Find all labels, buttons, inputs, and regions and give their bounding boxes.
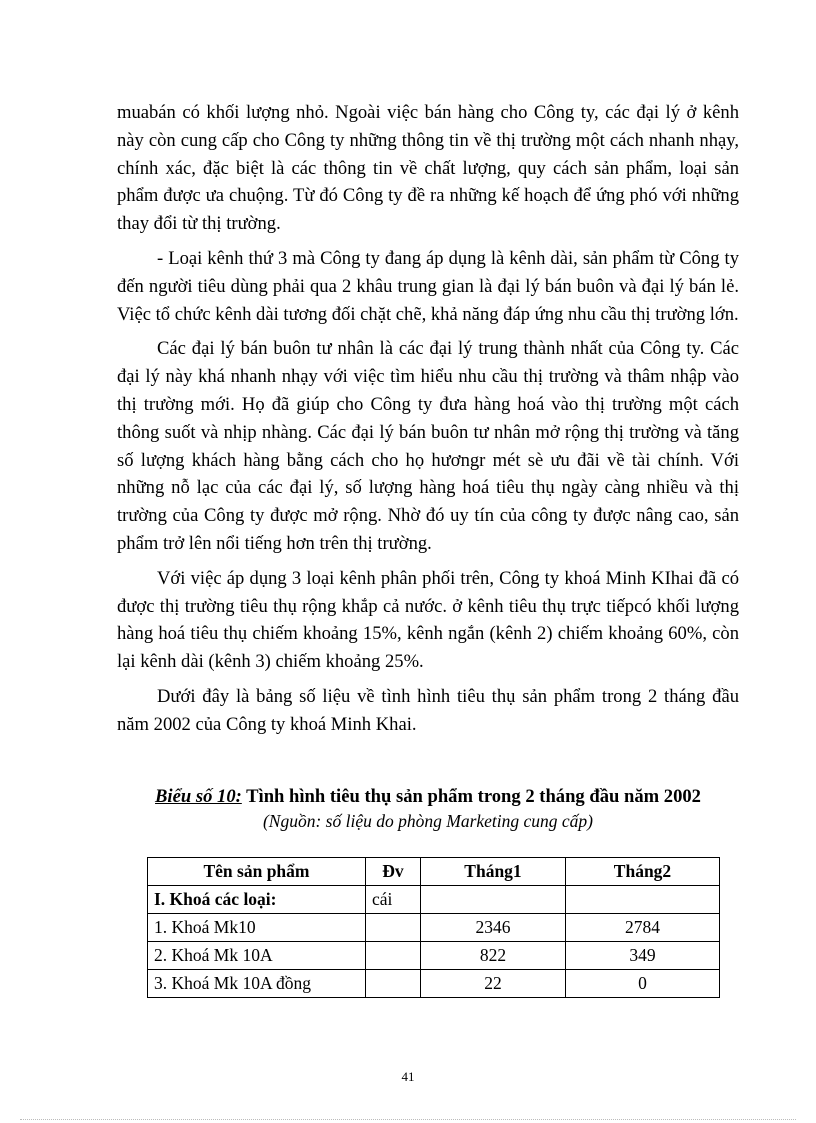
header-unit: Đv	[366, 858, 421, 886]
month1-cell	[421, 886, 566, 914]
header-product-name: Tên sản phẩm	[148, 858, 366, 886]
body-text	[117, 99, 739, 746]
unit-cell	[366, 970, 421, 998]
page-bottom-divider	[20, 1119, 796, 1120]
caption-label: Biểu số 10:	[155, 786, 242, 807]
paragraph: Với việc áp dụng 3 loại kênh phân phối trên, Công ty khoá Minh KIhai đã có được thị trường tiêu thụ rộng khắp cả nước. ở kênh tiêu thụ trực tiếpcó khối lượng hàng hoá tiêu thụ chiếm khoảng 15%, kênh ngắn (kênh 2) chiếm khoảng 60%, còn lại kênh dài (kênh 3) chiếm khoảng 25%.	[117, 567, 739, 673]
table-row	[148, 942, 720, 970]
month2-cell: 2784	[566, 914, 720, 942]
unit-cell: cái	[366, 886, 421, 914]
table-row	[148, 914, 720, 942]
unit-cell	[366, 914, 421, 942]
table-header-row	[148, 858, 720, 886]
month1-cell: 822	[421, 942, 566, 970]
month2-cell	[566, 886, 720, 914]
paragraph: Dưới đây là bảng số liệu về tình hình tiêu thụ sản phẩm trong 2 tháng đầu năm 2002 của Công ty khoá Minh Khai.	[117, 685, 739, 735]
page-number: 41	[401, 1069, 415, 1084]
table-row	[148, 970, 720, 998]
product-cell: 1. Khoá Mk10	[148, 914, 366, 942]
header-month-2: Tháng2	[566, 858, 720, 886]
sales-table	[147, 857, 720, 998]
table-caption	[117, 785, 739, 833]
paragraph: Các đại lý bán buôn tư nhân là các đại lý trung thành nhất của Công ty. Các đại lý này khá nhanh nhạy với việc tìm hiểu nhu cầu thị trường và thâm nhập vào thị trường mới. Họ đã giúp cho Công ty đưa hàng hoá vào thị trường một cách thông suốt và nhịp nhàng. Các đại lý bán buôn tư nhân mở rộng thị trường và tăng số lượng khách hàng bằng cách cho họ hươngr mét sè ưu đãi về tài chính. Với những nỗ lạc của các đại lý, số lượng hàng hoá tiêu thụ ngày càng nhiều và thị trường của Công ty được mở rộng. Nhờ đó uy tín của công ty được nâng cao, sản phẩm trở lên nổi tiếng hơn trên thị trường.	[117, 338, 739, 554]
month2-cell: 349	[566, 942, 720, 970]
paragraph: - Loại kênh thứ 3 mà Công ty đang áp dụng là kênh dài, sản phẩm từ Công ty đến người tiêu dùng phải qua 2 khâu trung gian là đại lý bán buôn và đại lý bán lẻ. Việc tổ chức kênh dài tương đối chặt chẽ, khả năng đáp ứng nhu cầu thị trường lớn.	[117, 247, 739, 325]
caption-title-line	[117, 785, 739, 809]
product-cell: 3. Khoá Mk 10A đồng	[148, 970, 366, 998]
table-row	[148, 886, 720, 914]
caption-source: (Nguồn: số liệu do phòng Marketing cung cấp)	[262, 811, 593, 831]
month1-cell: 22	[421, 970, 566, 998]
product-cell: I. Khoá các loại:	[148, 886, 366, 914]
month1-cell: 2346	[421, 914, 566, 942]
caption-title: Tình hình tiêu thụ sản phẩm trong 2 tháng đầu năm 2002	[241, 786, 701, 807]
month2-cell: 0	[566, 970, 720, 998]
product-cell: 2. Khoá Mk 10A	[148, 942, 366, 970]
unit-cell	[366, 942, 421, 970]
paragraph: muabán có khối lượng nhỏ. Ngoài việc bán hàng cho Công ty, các đại lý ở kênh này còn cung cấp cho Công ty những thông tin về thị trường một cách nhanh nhạy, chính xác, đặc biệt là các thông tin về chất lượng, quy cách sản phẩm, loại sản phẩm được ưa chuộng. Từ đó Công ty đề ra những kế hoạch để ứng phó với những thay đổi từ thị trường.	[117, 102, 739, 235]
header-month-1: Tháng1	[421, 858, 566, 886]
